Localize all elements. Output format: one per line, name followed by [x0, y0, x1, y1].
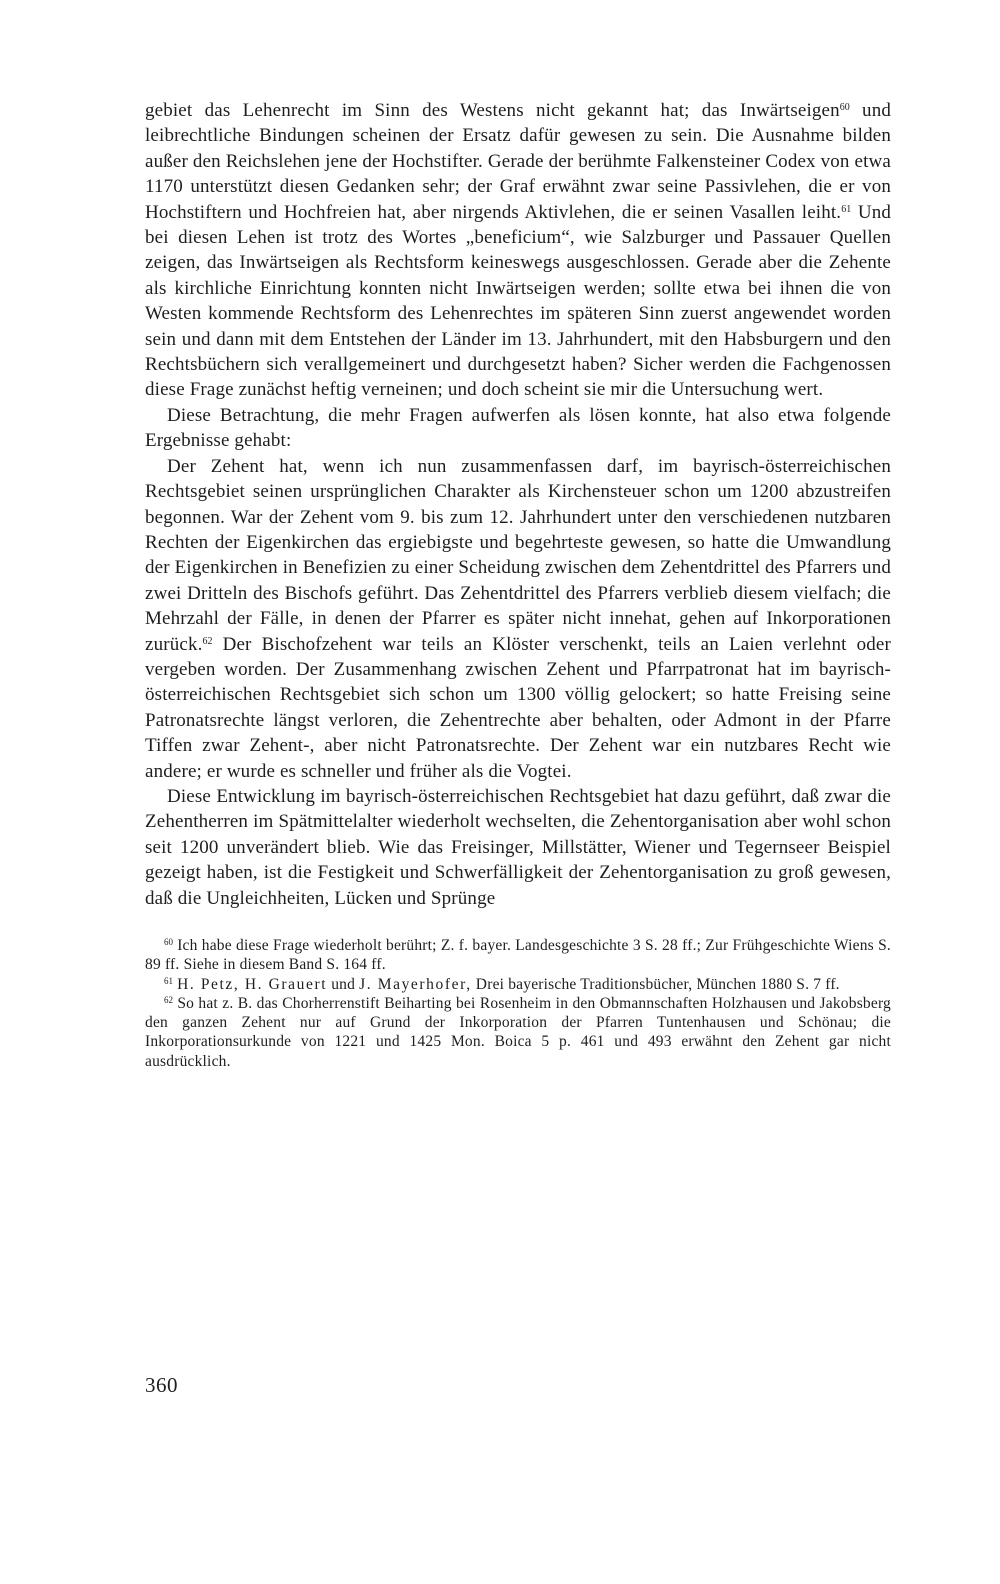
paragraph	[145, 403, 891, 454]
paragraph	[145, 784, 891, 911]
footnote-text: und	[327, 975, 360, 993]
page-number: 360	[145, 1373, 178, 1397]
footnote-62	[145, 994, 891, 1071]
author-names: H. Petz, H. Grauert	[177, 975, 328, 993]
footnote-text: So hat z. B. das Chorherrenstift Beiharting bei Rosenheim in den Obmannschaften Holzhausen und Jakobsberg den ganzen Zehent nur auf Grund der Inkorporation der Pfarren Tuntenhausen und Schönau; die Inkorporationsurkunde von 1221 und 1425 Mon. Boica 5 p. 461 und 493 erwähnt den Zehent gar nicht ausdrücklich.	[145, 994, 891, 1070]
book-page	[145, 98, 891, 1071]
footnote-number: 62	[164, 994, 173, 1005]
text-run: Diese Entwicklung im bayrisch-österreichischen Rechtsgebiet hat dazu geführt, daß zwar die Zehentherren im Spätmittelalter wiederholt wechselten, die Zehentorganisation aber wohl schon seit 1200 unverändert blieb. Wie das Freisinger, Millstätter, Wiener und Tegernseer Beispiel gezeigt haben, ist die Festigkeit und Schwerfälligkeit der Zehentorganisation zu groß gewesen, daß die Ungleichheiten, Lücken und Sprünge	[145, 785, 891, 909]
footnote-60	[145, 936, 891, 975]
text-run: gebiet das Lehenrecht im Sinn des Westens nicht gekannt hat; das Inwärtseigen	[145, 100, 840, 121]
footnote-ref-61: 61	[841, 203, 852, 215]
footnote-ref-62: 62	[202, 635, 213, 647]
text-run: und leibrechtliche Bindungen scheinen der Ersatz dafür gewesen zu sein. Die Ausnahme bilden außer den Reichslehen jene der Hochstifter. Gerade der berühmte Falkensteiner Codex von etwa 1170 unterstützt diesen Gedanken sehr; der Graf erwähnt zwar seine Passivlehen, die er von Hochstiftern und Hochfreien hat, aber nirgends Aktivlehen, die er seinen Vasallen leiht.	[145, 100, 891, 223]
paragraph	[145, 454, 891, 784]
footnote-number: 61	[164, 975, 173, 986]
footnote-number: 60	[164, 937, 173, 947]
paragraph	[145, 98, 891, 403]
main-text	[145, 98, 891, 911]
footnotes	[145, 936, 891, 1071]
text-run: Der Bischofzehent war teils an Klöster verschenkt, teils an Laien verlehnt oder vergeben worden. Der Zusammenhang zwischen Zehent und Pfarrpatronat hat im bayrisch-österreichischen Rechtsgebiet sich schon um 1300 völlig gelockert; so hatte Freising seine Patronatsrechte längst verloren, die Zehentrechte aber behalten, oder Admont in der Pfarre Tiffen zwar Zehent-, aber nicht Patronatsrechte. Der Zehent war ein nutzbares Recht wie andere; er wurde es schneller und früher als die Vogtei.	[145, 633, 891, 782]
author-names: J. Mayerhofer,	[359, 975, 472, 993]
footnote-61	[145, 975, 891, 994]
footnote-ref-60: 60	[839, 102, 850, 113]
text-run: Und bei diesen Lehen ist trotz des Wortes „beneficium“, wie Salzburger und Passauer Quellen zeigen, das Inwärtseigen als Rechtsform keineswegs ausgeschlossen. Gerade aber die Zehente als kirchliche Einrichtung konnten nicht Inwärtseigen werden; sollte etwa bei ihnen die von Westen kommende Rechtsform des Lehenrechtes im späteren Sinn zuerst angewendet worden sein und dann mit dem Entstehen der Länder im 13. Jahrhundert, mit den Habsburgern und den Rechtsbüchern sich verallgemeinert und durchgesetzt haben? Sicher werden die Fachgenossen diese Frage zunächst heftig verneinen; und doch scheint sie mir die Untersuchung wert.	[145, 201, 891, 401]
text-run: Der Zehent hat, wenn ich nun zusammenfassen darf, im bayrisch-österreichischen Rechtsgebiet seinen ursprünglichen Charakter als Kirchensteuer schon um 1200 abzustreifen begonnen. War der Zehent vom 9. bis zum 12. Jahrhundert unter den verschiedenen nutzbaren Rechten der Eigenkirchen das ergiebigste und begehrteste gewesen, so hatte die Umwandlung der Eigenkirchen in Benefizien zu einer Scheidung zwischen dem Zehentdrittel des Pfarrers und zwei Dritteln des Bischofs geführt. Das Zehentdrittel des Pfarrers verblieb diesem vielfach; die Mehrzahl der Fälle, in denen der Pfarrer es später nicht innehat, gehen auf Inkorporationen zurück.	[145, 455, 891, 655]
footnote-text: Ich habe diese Frage wiederholt berührt; Z. f. bayer. Landesgeschichte 3 S. 28 ff.; Zur Frühgeschichte Wiens S. 89 ff. Siehe in diesem Band S. 164 ff.	[145, 937, 891, 974]
footnote-text: Drei bayerische Traditionsbücher, München 1880 S. 7 ff.	[471, 975, 840, 993]
text-run: Diese Betrachtung, die mehr Fragen aufwerfen als lösen konnte, hat also etwa folgende Ergebnisse gehabt:	[145, 404, 891, 452]
